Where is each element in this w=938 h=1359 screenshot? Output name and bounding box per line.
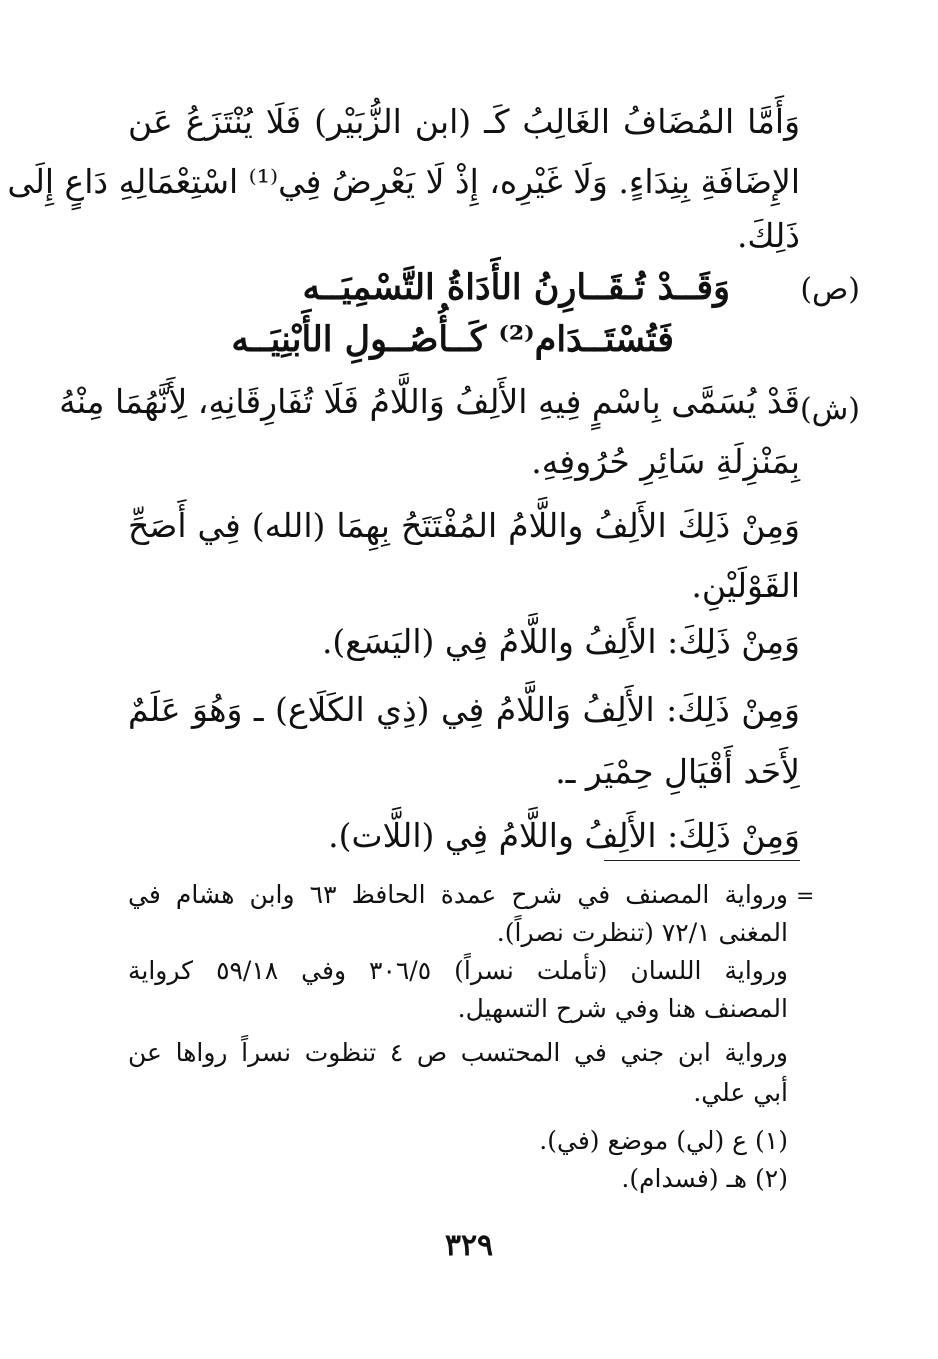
verse-line-1: وَقَــدْ تُـقَــارِنُ الأَدَاةُ التَّسْمِيَــه — [302, 267, 730, 308]
commentary-marker: (ش) — [799, 392, 860, 427]
footnote-line-6: أبي علي. — [693, 1078, 788, 1107]
footnote-separator — [604, 860, 800, 861]
verse-line-2: فَتُسْتَــدَام⁽²⁾ كَــأُصُــولِ الأَبْنِيَــه — [231, 319, 674, 360]
footnote-2: (٢) هـ (فسدام). — [621, 1164, 788, 1193]
footnote-line-4: المصنف هنا وفي شرح التسهيل. — [457, 994, 788, 1023]
body-line-1: وَأَمَّا المُضَافُ الغَالِبُ كَـ (ابن الزُّبَيْر) فَلَا يُنْتَزَعُ عَن — [128, 102, 800, 141]
footnote-line-1: ورواية المصنف في شرح عمدة الحافظ ٦٣ وابن هشام في — [128, 880, 788, 909]
footnote-line-2: المغنى ٧٢/١ (تنظرت نصراً). — [496, 918, 788, 947]
page-number: ٣٢٩ — [444, 1228, 494, 1263]
text-marker: (ص) — [800, 272, 860, 307]
commentary-line-2: بِمَنْزِلَةِ سَائِرِ حُرُوفِهِ. — [531, 442, 800, 481]
body-line-2: الإِضَافَةِ بِنِدَاءٍ. وَلَا غَيْرِه، إِذْ لَا يَعْرِضُ فِي⁽¹⁾ اسْتِعْمَالِهِ دَاعٍ إِلَى — [7, 162, 800, 201]
footnote-1: (١) ع (لي) موضع (في). — [539, 1126, 788, 1155]
body-line-3: ذَلِكَ. — [736, 216, 800, 255]
commentary-line-7: لِأَحَد أَقْيَالِ حِمْيَر ـ. — [555, 752, 800, 791]
commentary-line-6: وَمِنْ ذَلِكَ: الأَلِفُ وَاللَّامُ فِي (ذِي الكَلَاع) ـ وَهُوَ عَلَمٌ — [128, 690, 800, 729]
footnote-continuation-mark: = — [796, 884, 815, 909]
commentary-line-8: وَمِنْ ذَلِكَ: الأَلِفُ واللَّامُ فِي (اللَّات). — [328, 816, 800, 855]
footnote-line-5: ورواية ابن جني في المحتسب ص ٤ تنظوت نسراً رواها عن — [128, 1038, 788, 1067]
footnote-line-3: ورواية اللسان (تأملت نسراً) ٣٠٦/٥ وفي ٥٩/١٨ كرواية — [128, 956, 788, 985]
commentary-line-1: قَدْ يُسَمَّى بِاسْمٍ فِيهِ الأَلِفُ وَاللَّامُ فَلَا تُفَارِقَانِهِ، لِأَنَّهُمَا مِنْهُ — [59, 382, 800, 421]
commentary-line-4: القَوْلَيْنِ. — [691, 566, 800, 605]
commentary-line-3: وَمِنْ ذَلِكَ الأَلِفُ واللَّامُ المُفْتَتَحُ بِهِمَا (الله) فِي أَصَحِّ — [128, 506, 800, 545]
commentary-line-5: وَمِنْ ذَلِكَ: الأَلِفُ واللَّامُ فِي (اليَسَع). — [321, 622, 800, 661]
